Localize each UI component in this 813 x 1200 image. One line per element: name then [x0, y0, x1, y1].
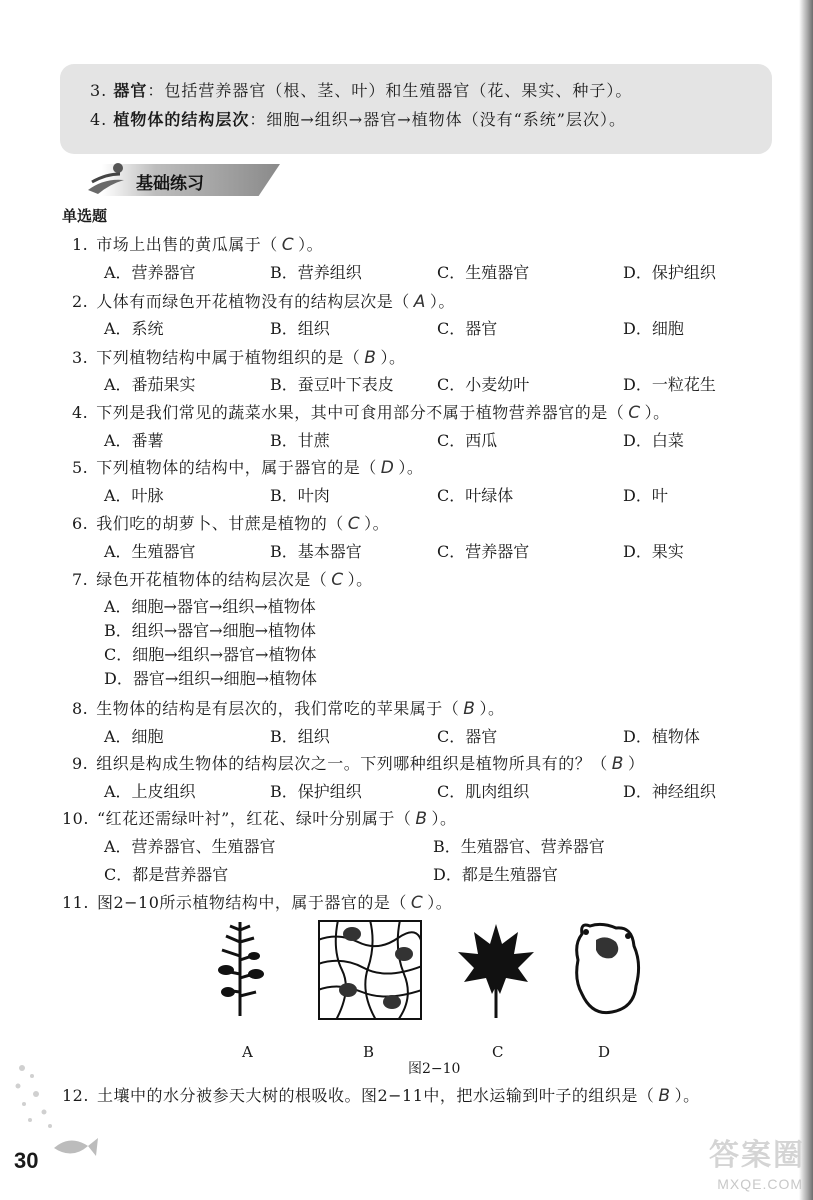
question-number: 7. [72, 570, 89, 589]
question-text-end: ）。 [479, 699, 505, 718]
question-12 [62, 1083, 700, 1106]
question-9-option-b: B．保护组织 [270, 782, 362, 801]
question-text: 人体有而绿色开花植物没有的结构层次是（ [96, 292, 410, 311]
question-6-option-a: A．生殖器官 [104, 542, 196, 561]
question-6-option-c: C．营养器官 [437, 542, 530, 561]
question-11 [62, 890, 452, 913]
question-number: 9. [72, 754, 89, 773]
question-2-option-b: B．组织 [270, 319, 330, 338]
watermark-logo: 答案圈 [709, 1138, 805, 1173]
question-text: 下列植物体的结构中，属于器官的是（ [96, 458, 377, 477]
question-1-option-b: B．营养组织 [270, 263, 362, 282]
question-8 [72, 696, 504, 719]
section-subhead: 单选题 [62, 207, 108, 225]
question-9-option-d: D．神经组织 [623, 782, 716, 801]
question-10-option-d: D．都是生殖器官 [433, 865, 558, 884]
question-9 [72, 751, 644, 774]
summary-item-4-text: ：细胞→组织→器官→植物体（没有“系统”层次）。 [249, 110, 626, 129]
question-text-end: ）。 [427, 893, 453, 912]
question-8-option-c: C．器官 [437, 727, 498, 746]
question-4-option-b: B．甘蔗 [270, 431, 330, 450]
question-number: 4. [72, 403, 89, 422]
question-text: 图2−10所示植物结构中，属于器官的是（ [96, 893, 407, 912]
question-5 [72, 455, 423, 478]
question-8-option-b: B．组织 [270, 727, 330, 746]
question-5-option-a: A．叶脉 [104, 486, 164, 505]
question-7-option-d: D．器官→组织→细胞→植物体 [104, 669, 318, 688]
figure-caption: 图2−10 [408, 1061, 461, 1077]
question-5-option-c: C．叶绿体 [437, 486, 514, 505]
summary-item-3 [90, 78, 632, 101]
question-text: 市场上出售的黄瓜属于（ [96, 235, 278, 254]
question-text-end: ）。 [380, 348, 406, 367]
question-3-option-a: A．番茄果实 [104, 375, 196, 394]
summary-item-3-num: 3. [90, 81, 108, 100]
question-1-option-d: D．保护组织 [623, 263, 716, 282]
handwritten-answer: B [463, 699, 476, 719]
question-7-option-b: B．组织→器官→细胞→植物体 [104, 621, 316, 640]
question-text-end: ）。 [674, 1086, 700, 1105]
question-text: 生物体的结构是有层次的，我们常吃的苹果属于（ [96, 699, 460, 718]
handwritten-answer: D [380, 458, 395, 478]
question-3-option-d: D．一粒花生 [623, 375, 716, 394]
question-6-option-d: D．果实 [623, 542, 684, 561]
page-edge-shadow [799, 0, 813, 1200]
figure-label-b: B [363, 1043, 375, 1061]
question-2-option-a: A．系统 [104, 319, 164, 338]
question-text: 组织是构成生物体的结构层次之一。下列哪种组织是植物所具有的？（ [96, 754, 608, 773]
question-2 [72, 289, 455, 312]
question-text: “红花还需绿叶衬”，红花、绿叶分别属于（ [96, 809, 412, 828]
handwritten-answer: B [364, 348, 377, 368]
question-number: 5. [72, 458, 89, 477]
question-5-option-b: B．叶肉 [270, 486, 330, 505]
section-banner [84, 160, 280, 200]
summary-item-4-term: 植物体的结构层次 [113, 110, 250, 129]
figure-label-a: A [242, 1043, 253, 1061]
question-number: 6. [72, 514, 89, 533]
question-text: 绿色开花植物体的结构层次是（ [96, 570, 328, 589]
question-text-end: ）。 [364, 514, 390, 533]
handwritten-answer: B [611, 754, 624, 774]
question-2-option-d: D．细胞 [623, 319, 684, 338]
question-4-option-c: C．西瓜 [437, 431, 498, 450]
question-10-option-c: C．都是营养器官 [104, 865, 229, 884]
maple-leaf-drawing [456, 920, 536, 1020]
handwritten-answer: B [658, 1086, 671, 1106]
question-number: 8. [72, 699, 89, 718]
question-9-option-c: C．肌肉组织 [437, 782, 530, 801]
question-10 [62, 806, 457, 829]
question-text-end: ）。 [644, 403, 670, 422]
question-4-option-a: A．番薯 [104, 431, 164, 450]
cell-drawing [572, 920, 642, 1020]
question-10-option-a: A．营养器官、生殖器官 [104, 837, 276, 856]
question-3-option-c: C．小麦幼叶 [437, 375, 530, 394]
handwritten-answer: B [415, 809, 428, 829]
question-7-option-a: A．细胞→器官→组织→植物体 [104, 597, 316, 616]
question-7 [72, 567, 373, 590]
handwritten-answer: A [413, 292, 426, 312]
question-text-end: ）。 [429, 292, 455, 311]
watermark-url: MXQE.COM [717, 1176, 803, 1192]
plant-stem-drawing [212, 920, 268, 1020]
question-8-option-d: D．植物体 [623, 727, 700, 746]
question-6-option-b: B．基本器官 [270, 542, 362, 561]
summary-item-4 [90, 107, 626, 130]
handwritten-answer: C [628, 403, 641, 423]
page-number: 30 [14, 1148, 39, 1173]
summary-item-4-num: 4. [90, 110, 108, 129]
question-text: 下列植物结构中属于植物组织的是（ [96, 348, 361, 367]
question-number: 1. [72, 235, 89, 254]
question-text-end: ）。 [347, 570, 373, 589]
question-9-option-a: A．上皮组织 [104, 782, 196, 801]
question-10-option-b: B．生殖器官、营养器官 [433, 837, 605, 856]
question-2-option-c: C．器官 [437, 319, 498, 338]
figure-label-c: C [492, 1043, 504, 1061]
question-number: 2. [72, 292, 89, 311]
question-7-option-c: C．细胞→组织→器官→植物体 [104, 645, 317, 664]
figure-label-d: D [598, 1043, 611, 1061]
question-number: 11. [62, 893, 89, 912]
question-text-end: ）。 [431, 809, 457, 828]
section-title: 基础练习 [136, 174, 204, 194]
question-4 [72, 400, 670, 423]
question-4-option-d: D．白菜 [623, 431, 684, 450]
handwritten-answer: C [331, 570, 344, 590]
question-1-option-c: C．生殖器官 [437, 263, 530, 282]
question-number: 12. [62, 1086, 89, 1105]
question-1-option-a: A．营养器官 [104, 263, 196, 282]
question-number: 10. [62, 809, 89, 828]
handwritten-answer: C [410, 893, 424, 913]
question-5-option-d: D．叶 [623, 486, 668, 505]
watermark [657, 1134, 807, 1194]
handwritten-answer: C [347, 514, 361, 534]
question-text-end: ）。 [298, 235, 324, 254]
question-number: 3. [72, 348, 89, 367]
summary-item-3-text: ：包括营养器官（根、茎、叶）和生殖器官（花、果实、种子）。 [147, 81, 633, 100]
question-text-end: ）。 [398, 458, 424, 477]
question-text: 下列是我们常见的蔬菜水果，其中可食用部分不属于植物营养器官的是（ [96, 403, 625, 422]
question-text: 土壤中的水分被参天大树的根吸收。图2−11中，把水运输到叶子的组织是（ [96, 1086, 655, 1105]
question-text: 我们吃的胡萝卜、甘蔗是植物的（ [96, 514, 344, 533]
runner-icon [84, 160, 132, 200]
question-3 [72, 345, 405, 368]
summary-item-3-term: 器官 [113, 81, 148, 100]
question-6 [72, 511, 389, 534]
question-1 [72, 232, 323, 255]
question-3-option-b: B．蚕豆叶下表皮 [270, 375, 394, 394]
handwritten-answer: C [281, 235, 295, 255]
leaf-epidermis-drawing [318, 920, 422, 1020]
question-text-end: ） [627, 754, 645, 773]
question-8-option-a: A．细胞 [104, 727, 164, 746]
